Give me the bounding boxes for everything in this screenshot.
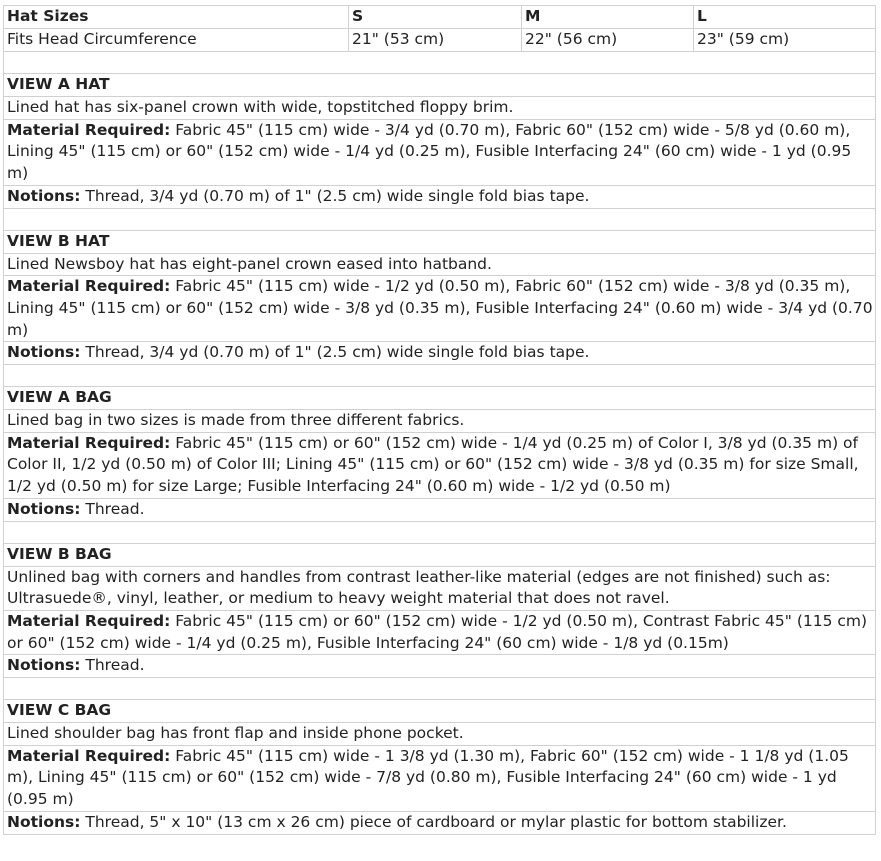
section-description-row [4, 97, 876, 120]
header-size-s: S [349, 6, 522, 29]
fits-size-l: 23" (59 cm) [694, 29, 876, 52]
material-row [4, 745, 876, 811]
material-text: Fabric 45" (115 cm) wide - 1 3/8 yd (1.30 m), Fabric 60" (152 cm) wide - 1 1/8 yd (1.05 m), Lining 45" (115 cm) or 60" (152 cm) wide - 7/8 yd (0.80 m), Fusible Interfacing 24" (60 cm) wide - 1 yd (0.95 m) [7, 746, 849, 809]
section-description: Lined Newsboy hat has eight-panel crown eased into hatband. [7, 254, 492, 273]
notions-text: Thread. [80, 499, 145, 518]
fits-label: Fits Head Circumference [4, 29, 349, 52]
spacer-row [4, 208, 876, 230]
material-label: Material Required: [7, 433, 171, 452]
spacer-row [4, 678, 876, 700]
notions-label: Notions: [7, 499, 81, 518]
section-description: Lined shoulder bag has front flap and inside phone pocket. [7, 724, 464, 743]
section-title-row [4, 387, 876, 410]
section-title: VIEW B BAG [7, 544, 112, 563]
notions-label: Notions: [7, 812, 81, 831]
notions-text: Thread, 3/4 yd (0.70 m) of 1" (2.5 cm) wide single fold bias tape. [80, 343, 590, 362]
section-title: VIEW C BAG [7, 701, 112, 720]
section-description-row [4, 410, 876, 433]
section-description: Unlined bag with corners and handles from contrast leather-like material (edges are not finished) such as: Ultrasuede®, vinyl, leather, or medium to heavy weight material that does not ravel. [7, 567, 831, 608]
material-row [4, 119, 876, 185]
notions-label: Notions: [7, 343, 81, 362]
section-title: VIEW A BAG [7, 388, 112, 407]
material-label: Material Required: [7, 611, 171, 630]
section-description-row [4, 253, 876, 276]
fits-row [4, 29, 876, 52]
notions-label: Notions: [7, 656, 81, 675]
material-text: Fabric 45" (115 cm) or 60" (152 cm) wide - 1/4 yd (0.25 m) of Color I, 3/8 yd (0.35 m) of Color II, 1/2 yd (0.50 m) of Color III; Lining 45" (115 cm) or 60" (152 cm) wide - 3/8 yd (0.35 m) for size Small, 1/2 yd (0.50 m) for size Large; Fusible Interfacing 24" (0.60 m) wide - 1/2 yd (0.50 m) [7, 433, 859, 496]
section-title-row [4, 543, 876, 566]
section-title: VIEW B HAT [7, 231, 110, 250]
material-label: Material Required: [7, 277, 171, 296]
header-size-m: M [522, 6, 694, 29]
header-size-l: L [694, 6, 876, 29]
notions-row [4, 811, 876, 834]
notions-row [4, 498, 876, 521]
spacer-row [4, 521, 876, 543]
fits-size-s: 21" (53 cm) [349, 29, 522, 52]
notions-row [4, 342, 876, 365]
material-row [4, 276, 876, 342]
material-row [4, 432, 876, 498]
section-description-row [4, 723, 876, 746]
notions-text: Thread. [80, 656, 145, 675]
sections-body [4, 52, 876, 835]
notions-row [4, 655, 876, 678]
material-label: Material Required: [7, 120, 171, 139]
section-title-row [4, 74, 876, 97]
notions-label: Notions: [7, 186, 81, 205]
section-title-row [4, 700, 876, 723]
material-row [4, 610, 876, 654]
spacer-row [4, 52, 876, 74]
material-text: Fabric 45" (115 cm) or 60" (152 cm) wide - 1/2 yd (0.50 m), Contrast Fabric 45" (115 cm) or 60" (152 cm) wide - 1/4 yd (0.25 m), Fusible Interfacing 24" (60 cm) wide - 1/8 yd (0.15m) [7, 611, 868, 652]
fits-size-m: 22" (56 cm) [522, 29, 694, 52]
material-label: Material Required: [7, 746, 171, 765]
header-hat-sizes: Hat Sizes [4, 6, 349, 29]
section-description: Lined hat has six-panel crown with wide, topstitched floppy brim. [7, 98, 514, 116]
notions-text: Thread, 5" x 10" (13 cm x 26 cm) piece of cardboard or mylar plastic for bottom stabilizer. [80, 812, 787, 831]
notions-text: Thread, 3/4 yd (0.70 m) of 1" (2.5 cm) wide single fold bias tape. [80, 186, 590, 205]
notions-row [4, 185, 876, 208]
section-title: VIEW A HAT [7, 75, 110, 93]
hat-sizes-table [3, 5, 876, 835]
spacer-row [4, 365, 876, 387]
material-text: Fabric 45" (115 cm) wide - 1/2 yd (0.50 m), Fabric 60" (152 cm) wide - 3/8 yd (0.35 m), Lining 45" (115 cm) or 60" (152 cm) wide - 3/8 yd (0.35 m), Fusible Interfacing 24" (0.60 m) wide - 3/4 yd (0.70 m) [7, 277, 873, 339]
section-description: Lined bag in two sizes is made from three different fabrics. [7, 411, 465, 430]
section-description-row [4, 566, 876, 610]
table-header-row [4, 6, 876, 29]
material-text: Fabric 45" (115 cm) wide - 3/4 yd (0.70 m), Fabric 60" (152 cm) wide - 5/8 yd (0.60 m), Lining 45" (115 cm) or 60" (152 cm) wide - 1/4 yd (0.25 m), Fusible Interfacing 24" (60 cm) wide - 1 yd (0.95 m) [7, 120, 852, 183]
section-title-row [4, 230, 876, 253]
